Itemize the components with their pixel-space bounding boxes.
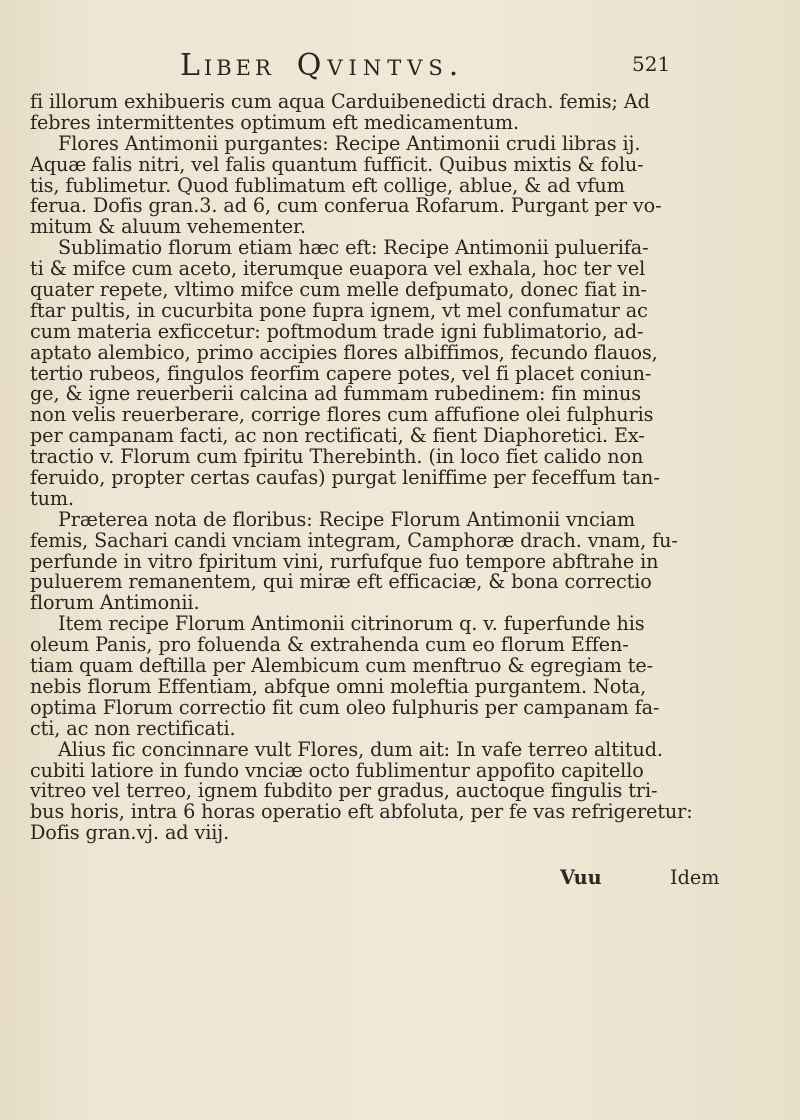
text-line: feruido, propter certas caufas) purgat leniffime per feceffum tan- (30, 468, 660, 489)
text-line: bus horis, intra 6 horas operatio eft abfoluta, per fe vas refrigeretur: (30, 802, 693, 824)
text-line: perfunde in vitro fpiritum vini, rurfufque fuo tempore abftrahe in (30, 551, 659, 573)
text-line: ferua. Dofis gran.3. ad 6, cum conferua Rofarum. Purgant per vo- (30, 196, 662, 218)
text-line: florum Antimonii. (30, 593, 200, 615)
text-line: nebis florum Effentiam, abfque omni moleftia purgantem. Nota, (30, 676, 647, 698)
text-line: ti & mifce cum aceto, iterumque euapora vel exhala, hoc ter vel (30, 259, 646, 281)
text-line: mitum & aluum vehementer. (30, 217, 306, 239)
text-line: femis, Sachari candi vnciam integram, Camphoræ drach. vnam, fu- (30, 530, 678, 552)
running-title (180, 48, 464, 83)
text-line: cubiti latiore in fundo vnciæ octo fublimentur appofito capitello (30, 760, 644, 782)
text-line: quater repete, vltimo mifce cum melle defpumato, donec fiat in- (30, 280, 647, 301)
text-line: Præterea nota de floribus: Recipe Florum Antimonii vnciam (58, 509, 636, 531)
text-line: febres intermittentes optimum eft medicamentum. (30, 112, 519, 134)
text-line: Item recipe Florum Antimonii citrinorum q. v. fuperfunde his (58, 614, 645, 636)
text-line: cti, ac non rectificati. (30, 718, 236, 740)
text-line: tiam quam deftilla per Alembicum cum menftruo & egregiam te- (30, 656, 653, 677)
text-line: non velis reuerberare, corrige flores cum affufione olei fulphuris (30, 405, 654, 427)
text-line: optima Florum correctio fit cum oleo fulphuris per campanam fa- (30, 697, 660, 719)
text-line: tum. (30, 488, 74, 510)
signature-mark: Vuu (560, 866, 602, 889)
text-line: fi illorum exhibueris cum aqua Carduibenedicti drach. femis; Ad (30, 92, 650, 113)
running-title-word-2: Qvintvs. (296, 48, 465, 83)
text-line: Flores Antimonii purgantes: Recipe Antimonii crudi libras ij. (58, 133, 641, 155)
text-line: vitreo vel terreo, ignem fubdito per gradus, auctoque fingulis tri- (30, 781, 658, 803)
text-line: Alius fic concinnare vult Flores, dum ait: In vafe terreo altitud. (58, 739, 663, 761)
catchword: Idem (670, 866, 720, 889)
text-line: per campanam facti, ac non rectificati, & fient Diaphoretici. Ex- (30, 426, 645, 448)
text-line: ge, & igne reuerberii calcina ad fummam rubedinem: fin minus (30, 384, 641, 406)
text-line: tractio v. Florum cum fpiritu Therebinth. (in loco fiet calido non (30, 447, 644, 469)
text-line: Dofis gran.vj. ad viij. (30, 823, 230, 845)
page-number: 521 (632, 52, 671, 76)
body-text (30, 92, 775, 844)
text-line: Aquæ falis nitri, vel falis quantum fufficit. Quibus mixtis & folu- (30, 154, 644, 176)
text-line: ftar pultis, in cucurbita pone fupra ignem, vt mel confumatur ac (30, 300, 648, 322)
text-line: tertio rubeos, fingulos feorfim capere potes, vel fi placet coniun- (30, 363, 652, 385)
text-line: tis, fublimetur. Quod fublimatum eft collige, ablue, & ad vfum (30, 175, 625, 197)
text-line: puluerem remanentem, qui miræ eft efficaciæ, & bona correctio (30, 572, 652, 594)
page-footer (30, 866, 775, 890)
text-line: cum materia exficcetur: poftmodum trade igni fublimatorio, ad- (30, 321, 644, 343)
running-head (0, 48, 800, 88)
running-title-word-1: Liber (180, 48, 275, 83)
text-line: aptato alembico, primo accipies flores albiffimos, fecundo flauos, (30, 342, 658, 364)
text-line: oleum Panis, pro foluenda & extrahenda cum eo florum Effen- (30, 635, 629, 657)
text-line: Sublimatio florum etiam hæc eft: Recipe Antimonii puluerifa- (58, 238, 649, 260)
